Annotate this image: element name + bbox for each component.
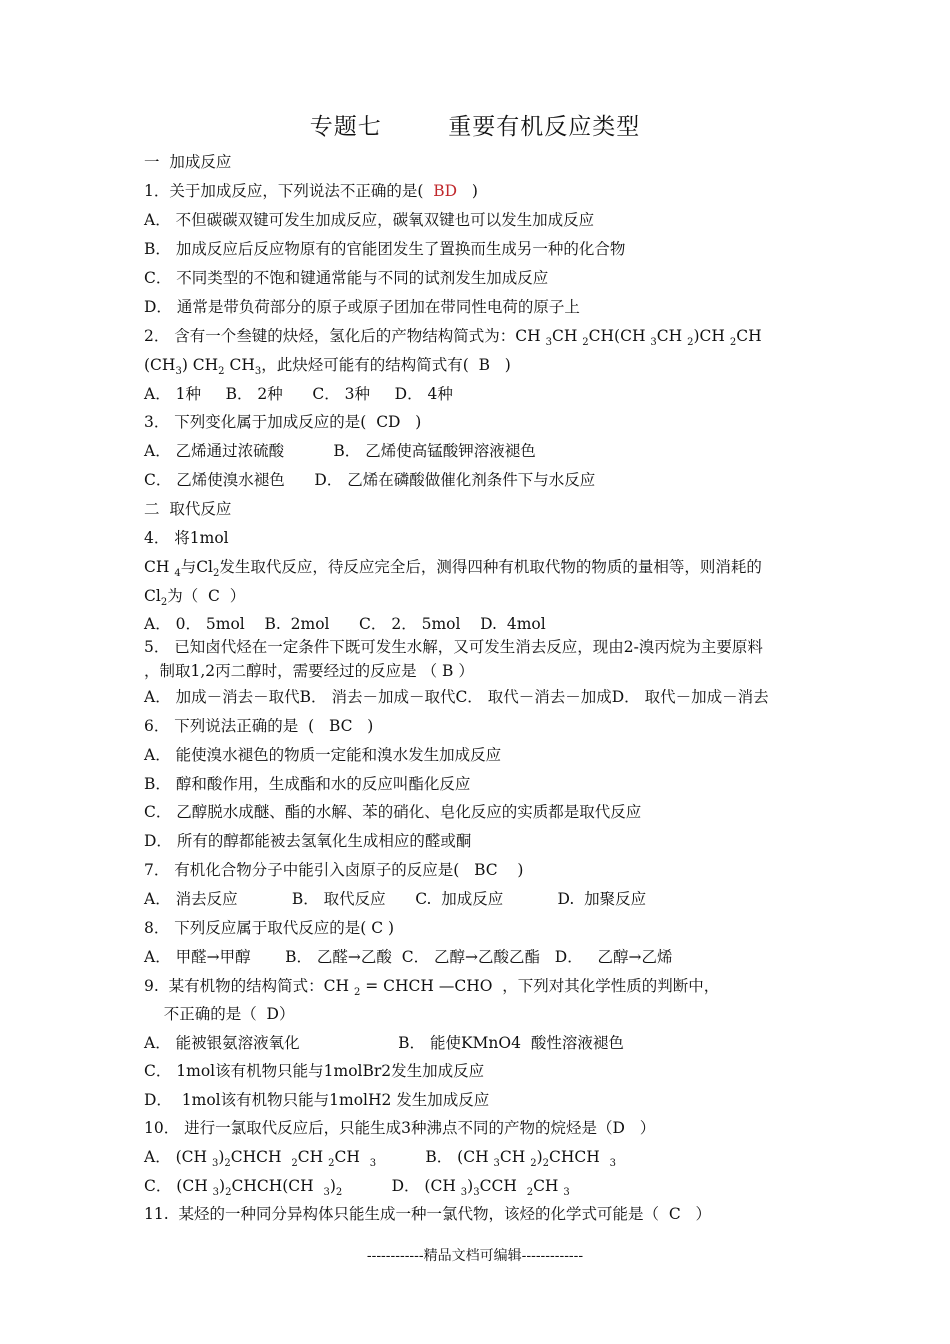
question-5-stem: 5． 已知卤代烃在一定条件下既可发生水解，又可发生消去反应，现由2-溴丙烷为主要原料 — [144, 638, 763, 656]
question-1-answer: BD — [433, 182, 458, 200]
question-4-stem: 4． 将1mol — [144, 529, 229, 547]
question-10-stem: 10． 进行一氯取代反应后，只能生成3种沸点不同的产物的烷烃是（D ） — [144, 1119, 656, 1137]
question-6-stem: 6． 下列说法正确的是 ( BC ) — [144, 717, 374, 735]
question-1-option-b: B． 加成反应后反应物原有的官能团发生了置换而生成另一种的化合物 — [144, 240, 626, 258]
question-3-options-ab: A． 乙烯通过浓硫酸 B． 乙烯使高锰酸钾溶液褪色 — [144, 442, 536, 460]
question-2-stem-cont: $(CH_3)$ $CH_2$ $CH_3$，此炔烃可能有的结构简式有( B ) — [144, 356, 511, 377]
question-4-stem-end: $Cl_2$为（ C ） — [144, 587, 246, 608]
question-3-options-cd: C． 乙烯使溴水褪色 D． 乙烯在磷酸做催化剂条件下与水反应 — [144, 471, 596, 489]
question-9-option-c: C． 1mol该有机物只能与1molBr2发生加成反应 — [144, 1062, 485, 1080]
question-10-options-cd: C． (CH $_3)_2CHCH(CH$ $_3)_2$ D． (CH $_3)_3CCH$ $_2$CH $_3$ — [144, 1177, 570, 1198]
question-9-option-d: D． 1mol该有机物只能与1molH2 发生加成反应 — [144, 1091, 490, 1109]
question-7-stem: 7． 有机化合物分子中能引入卤原子的反应是( BC ) — [144, 861, 524, 879]
page-footer: ------------精品文档可编辑------------- — [366, 1248, 584, 1264]
question-9-stem-cont: 不正确的是（ D） — [144, 1005, 295, 1023]
question-6-option-d: D． 所有的醇都能被去氢氧化生成相应的醛或酮 — [144, 832, 472, 850]
section-heading-addition: 一 加成反应 — [144, 153, 232, 171]
question-11-stem: 11. 某烃的一种同分异构体只能生成一种一氯代物，该烃的化学式可能是（ C ） — [144, 1205, 712, 1223]
question-1-option-a: A． 不但碳碳双键可发生加成反应，碳氧双键也可以发生加成反应 — [144, 211, 595, 229]
question-10-options-ab: A． (CH $_3)_2CHCH$ $_2$CH $_2$CH $_3$ B． (CH $_3$CH $_2)_2CHCH$ $_3$ — [144, 1148, 617, 1169]
question-2-options: A． 1种 B． 2种 C． 3种 D． 4种 — [144, 385, 453, 403]
section-heading-substitution: 二 取代反应 — [144, 500, 232, 518]
question-6-option-c: C． 乙醇脱水成醚、酯的水解、苯的硝化、皂化反应的实质都是取代反应 — [144, 803, 642, 821]
question-8-stem: 8． 下列反应属于取代反应的是( C ) — [144, 919, 395, 937]
question-8-options: A． 甲醛→甲醇 B． 乙醛→乙酸 C． 乙醇→乙酸乙酯 D． 乙醇→乙烯 — [144, 948, 673, 966]
question-5-stem-cont: ，制取1,2丙二醇时，需要经过的反应是 （ B ） — [144, 662, 474, 680]
question-2-stem: 2． 含有一个叁键的炔烃，氢化后的产物结构简式为：CH $_3$CH $_2$CH(CH $_3$CH $_2$)CH $_2$CH — [144, 327, 762, 348]
question-4-options: A． 0． 5mol B. 2mol C． 2． 5mol D. 4mol — [144, 615, 546, 633]
question-6-option-b: B． 醇和酸作用，生成酯和水的反应叫酯化反应 — [144, 775, 471, 793]
page-title: 专题七 重要有机反应类型 — [309, 114, 641, 140]
question-4-stem-cont: CH $_4$与$Cl_2$发生取代反应，待反应完全后，测得四种有机取代物的物质的量相等，则消耗的 — [144, 558, 762, 579]
question-1-option-d: D． 通常是带负荷部分的原子或原子团加在带同性电荷的原子上 — [144, 298, 580, 316]
question-7-options: A． 消去反应 B． 取代反应 C. 加成反应 D. 加聚反应 — [144, 890, 647, 908]
question-9-options-ab: A． 能被银氨溶液氧化 B． 能使KMnO4 酸性溶液褪色 — [144, 1034, 624, 1052]
question-9-stem: 9. 某有机物的结构简式：CH $_2$ = CHCH —CHO ，下列对其化学性质的判断中， — [144, 977, 720, 998]
question-3-stem: 3． 下列变化属于加成反应的是( CD ) — [144, 413, 422, 431]
question-1-stem: 1．关于加成反应，下列说法不正确的是( BD ) — [144, 182, 478, 200]
question-1-option-c: C． 不同类型的不饱和键通常能与不同的试剂发生加成反应 — [144, 269, 549, 287]
question-5-options: A． 加成－消去－取代B． 消去－加成－取代C． 取代－消去－加成D． 取代－加成－消去 — [144, 688, 769, 706]
question-6-option-a: A． 能使溴水褪色的物质一定能和溴水发生加成反应 — [144, 746, 502, 764]
